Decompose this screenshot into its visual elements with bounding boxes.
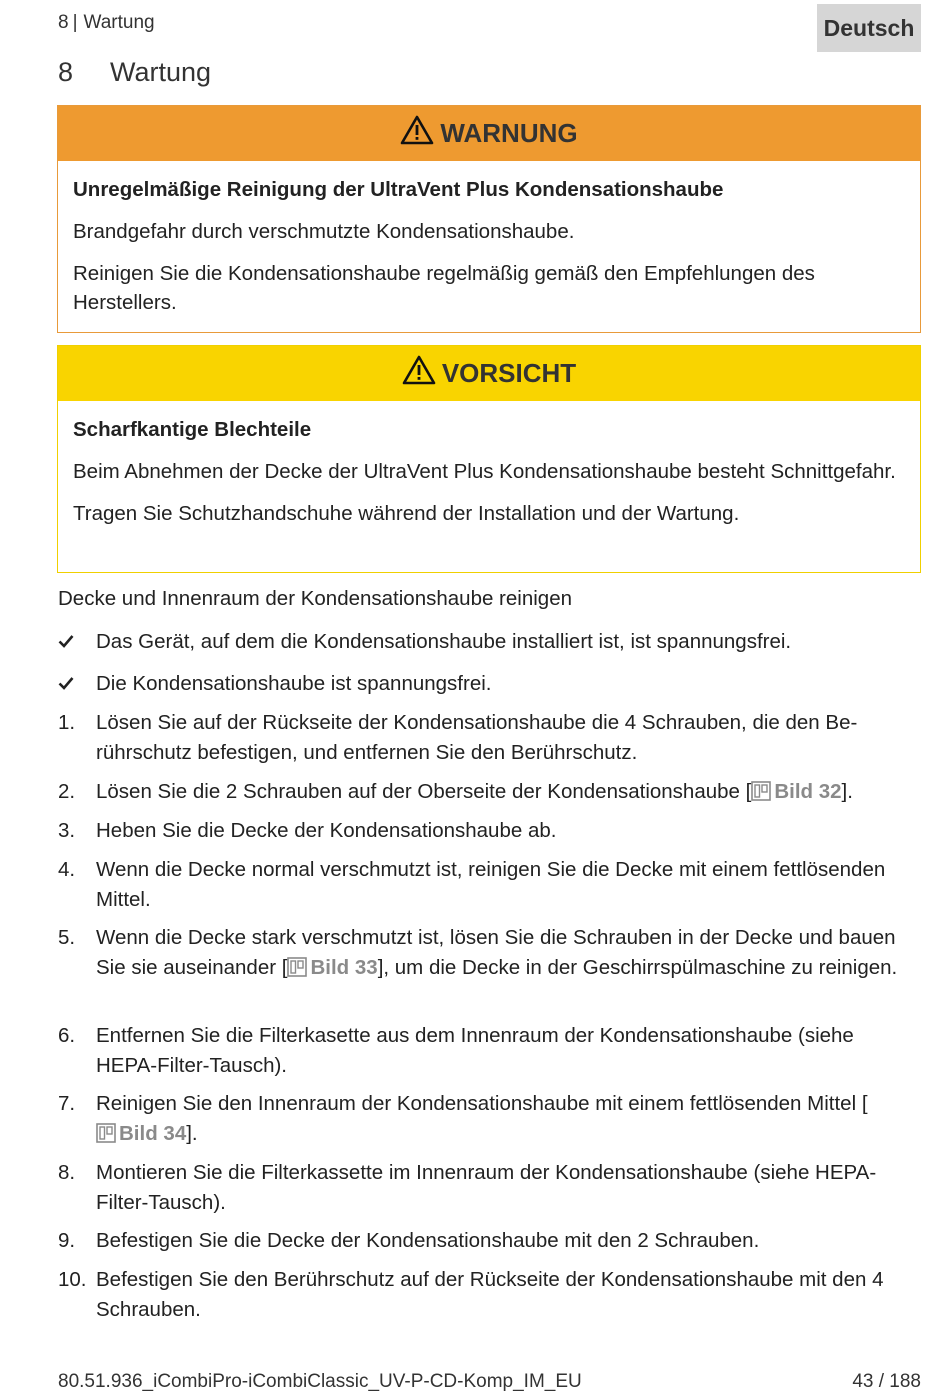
warning-paragraph: Brandgefahr durch verschmutzte Kondensationshaube.: [73, 220, 575, 243]
step-item: [58, 777, 908, 810]
warning-box: [57, 105, 921, 333]
step-number: 4.: [58, 858, 76, 881]
figure-reference-link[interactable]: [287, 956, 377, 979]
step-text: Befestigen Sie die Decke der Kondensationshaube mit den 2 Schrauben.: [96, 1229, 760, 1252]
step-item: [58, 1021, 908, 1080]
step-number: 7.: [58, 1092, 76, 1115]
language-tab: Deutsch: [817, 4, 921, 52]
step-text-before: Lösen Sie die 2 Schrauben auf der Oberseite der Kondensationshaube [: [96, 780, 752, 803]
footer-page-number: 43 / 188: [852, 1371, 921, 1392]
step-item: [58, 1089, 908, 1151]
warning-title: Unregelmäßige Reinigung der UltraVent Plus Kondensationshaube: [73, 178, 724, 201]
warning-label: WARNUNG: [440, 118, 578, 148]
step-text-before: Wenn die Decke stark verschmutzt ist, lösen Sie die Schrauben in der Decke und bauen Sie sie auseinander [: [96, 926, 896, 979]
caution-paragraph: Tragen Sie Schutzhandschuhe während der Installation und der Wartung.: [73, 502, 740, 525]
checkmark-icon: [58, 627, 96, 657]
figure-reference-link[interactable]: [96, 1122, 186, 1145]
running-header: [58, 12, 155, 34]
step-text: Wenn die Decke normal verschmutzt ist, reinigen Sie die Decke mit einem fettlösenden Mittel.: [96, 858, 886, 911]
step-text: Lösen Sie auf der Rückseite der Kondensationshaube die 4 Schrauben, die den Berührschutz befestigen, und entfernen Sie den Berührschutz.: [96, 711, 858, 764]
warning-paragraph: Reinigen Sie die Kondensationshaube regelmäßig gemäß den Empfehlungen des Herstellers.: [73, 262, 815, 314]
step-item: [58, 816, 908, 846]
step-text: Heben Sie die Decke der Kondensationshaube ab.: [96, 819, 557, 842]
section-heading: Decke und Innenraum der Kondensationshaube reinigen: [58, 587, 573, 610]
step-text: Montieren Sie die Filterkassette im Innenraum der Kondensationshaube (siehe HEPA-Filter-Tausch).: [96, 1161, 877, 1214]
step-text: [96, 1089, 908, 1151]
figure-reference-icon: [287, 956, 307, 986]
figure-reference-icon: [96, 1122, 116, 1152]
step-text: [96, 923, 908, 985]
running-header-separator: |: [72, 12, 78, 33]
caution-body: [58, 401, 920, 544]
prerequisite-text: Das Gerät, auf dem die Kondensationshaube installiert ist, ist spannungsfrei.: [96, 630, 792, 653]
step-text-after: ].: [186, 1121, 198, 1145]
warning-body: [58, 161, 920, 333]
step-item: [58, 1158, 908, 1217]
figure-reference-link[interactable]: [751, 780, 841, 803]
caution-title: Scharfkantige Blechteile: [73, 418, 312, 441]
prerequisite-item: [58, 627, 908, 657]
step-number: 3.: [58, 819, 76, 842]
step-text-before: Reinigen Sie den Innenraum der Kondensationshaube mit einem fettlösenden Mittel [: [96, 1092, 868, 1115]
caution-label: VORSICHT: [441, 358, 577, 388]
step-item: [58, 1226, 908, 1256]
checkmark-icon: [58, 669, 96, 699]
step-item: [58, 855, 908, 914]
step-text: [96, 777, 908, 810]
step-number: 2.: [58, 780, 76, 803]
running-header-title: Wartung: [83, 12, 155, 33]
figure-reference-label: Bild 33: [310, 955, 378, 979]
step-number: 10.: [58, 1268, 87, 1291]
step-item: [58, 708, 908, 767]
step-item: [58, 1265, 908, 1324]
step-number: 6.: [58, 1024, 76, 1047]
caution-paragraph: Beim Abnehmen der Decke der UltraVent Plus Kondensationshaube besteht Schnittgefahr.: [73, 460, 896, 483]
step-number: 5.: [58, 926, 76, 949]
warning-band: [58, 106, 920, 161]
warning-triangle-icon: [400, 115, 434, 152]
figure-reference-label: Bild 32: [774, 780, 842, 803]
chapter-name: Wartung: [110, 57, 212, 87]
running-header-number: 8: [58, 12, 69, 33]
step-number: 8.: [58, 1161, 76, 1184]
footer-document-id: 80.51.936_iCombiPro-iCombiClassic_UV-P-CD-Komp_IM_EU: [58, 1371, 582, 1392]
step-number: 1.: [58, 711, 76, 734]
step-text-after: ], um die Decke in der Geschirrspülmaschine zu reinigen.: [377, 955, 898, 979]
step-item: [58, 923, 908, 985]
step-text: Entfernen Sie die Filterkasette aus dem Innenraum der Kondensationshaube (siehe HEPA-Filter-Tausch).: [96, 1024, 854, 1077]
caution-box: [57, 345, 921, 573]
chapter-title: [58, 57, 211, 88]
caution-band: [58, 346, 920, 401]
caution-triangle-icon: [402, 355, 436, 392]
figure-reference-icon: [751, 780, 771, 810]
prerequisite-item: [58, 669, 908, 699]
chapter-number: 8: [58, 57, 74, 87]
prerequisite-text: Die Kondensationshaube ist spannungsfrei.: [96, 672, 492, 695]
step-text-after: ].: [841, 780, 853, 803]
step-number: 9.: [58, 1229, 76, 1252]
step-text: Befestigen Sie den Berührschutz auf der Rückseite der Kondensationshaube mit den 4 Schrauben.: [96, 1268, 884, 1321]
figure-reference-label: Bild 34: [119, 1121, 187, 1145]
